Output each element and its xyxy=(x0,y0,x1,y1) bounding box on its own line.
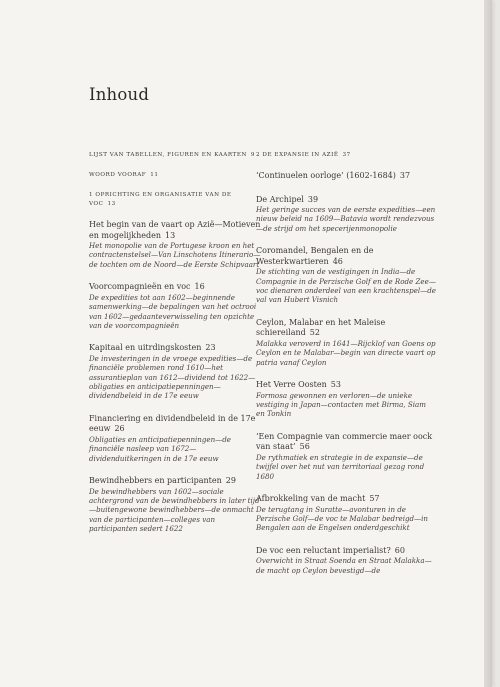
section-title: Het begin van de vaart op Azië—Motieven en mogelijkheden xyxy=(89,220,261,240)
section-description: De investeringen in de vroege expedities—de financiële problemen rond 1610—het assurantieplan van 1612—dividend tot 1622—obligaties en anticipatiepenningen—dividendbeleid in de 17e eeuw xyxy=(89,353,256,401)
toc-section xyxy=(256,246,436,305)
section-description: De rythmatiek en strategie in de expansie—de twijfel over het nut van territoriaal gezag rond 1680 xyxy=(256,452,425,481)
toc-page-number: 13 xyxy=(107,201,116,207)
section-description: Formosa gewonnen en verloren—de unieke vestiging in Japan—contacten met Birma, Siam en Tonkin xyxy=(256,390,426,419)
section-page: 13 xyxy=(165,230,176,240)
toc-section xyxy=(89,476,264,534)
chapter-subtitle xyxy=(256,171,436,182)
toc-entry-label: LIJST VAN TABELLEN, FIGUREN EN KAARTEN xyxy=(89,152,247,158)
section-description: Het monopolie van de Portugese kroon en het contractenstelsel—Van Linschotens Itinerario—de tochten om de Noord—de Eerste Schipvaart xyxy=(89,241,261,269)
toc-section xyxy=(89,220,264,269)
toc-section xyxy=(89,414,264,463)
section-page: 60 xyxy=(394,545,405,555)
chapter-heading-1 xyxy=(89,191,249,209)
section-title: Kapitaal en uitrdingskosten xyxy=(89,343,202,353)
chapter-heading-2 xyxy=(256,151,436,160)
section-page: 46 xyxy=(332,256,343,266)
toc-section xyxy=(256,546,436,575)
toc-page-number: 11 xyxy=(150,172,159,178)
section-title: Bewindhebbers en participanten xyxy=(89,476,222,486)
section-title: Coromandel, Bengalen en de Westerkwartieren xyxy=(256,246,374,266)
section-page: 52 xyxy=(309,328,320,338)
section-description: De bewindhebbers van 1602—sociale achtergrond van de bewindhebbers in later tijd—buitengewone bewindhebbers—de onmacht van de participanten—colleges van participanten sedert 1622 xyxy=(89,486,260,534)
section-title: Afbrokkeling van de macht xyxy=(256,494,366,503)
section-page: 29 xyxy=(225,476,236,486)
section-title: Ceylon, Malabar en het Maleise schiereiland xyxy=(256,317,386,338)
section-title: Financiering en dividendbeleid in de 17e eeuw xyxy=(89,413,256,434)
chapter-label: 2 DE EXPANSIE IN AZIË xyxy=(256,152,339,158)
toc-entry-label: WOORD VOORAF xyxy=(89,172,147,178)
toc-page-number: 9 xyxy=(250,152,256,158)
page-edge xyxy=(484,0,492,687)
subtitle-label: ‘Continuelen oorloge’ (1602-1684) xyxy=(256,171,396,180)
section-page: 16 xyxy=(194,282,205,292)
toc-section xyxy=(256,380,436,419)
section-page: 23 xyxy=(205,343,216,353)
toc-entry-lijst xyxy=(89,151,264,160)
section-page: 56 xyxy=(299,442,310,452)
section-page: 57 xyxy=(369,494,380,503)
toc-entry-woord-vooraf xyxy=(89,171,264,180)
section-description: Malakka veroverd in 1641—Rijcklof van Goens op Ceylon en te Malabar—begin van directe vaart op patria vanaf Ceylon xyxy=(256,338,436,367)
toc-section xyxy=(256,318,436,367)
toc-column-left xyxy=(89,151,264,547)
chapter-label: 1 OPRICHTING EN ORGANISATIE VAN DE VOC xyxy=(89,192,232,207)
section-description: Het geringe succes van de eerste expedities—een nieuw beleid na 1609—Batavia wordt rendezvous—de strijd om het specerijenmonopolie xyxy=(256,205,436,233)
section-title: Het Verre Oosten xyxy=(256,380,327,390)
section-title: De Archipel xyxy=(256,194,304,204)
section-description: De terugtang in Suratte—avonturen in de Perzische Golf—de voc te Malabar bedreigd—in Bengalen aan de Engelsen onderdgeschikt xyxy=(256,504,428,533)
toc-page-number: 37 xyxy=(399,171,411,180)
page-title: Inhoud xyxy=(89,85,150,104)
toc-section xyxy=(89,282,264,330)
section-title: De voc een reluctant imperialist? xyxy=(256,545,391,555)
section-page: 39 xyxy=(307,194,319,204)
section-title: ‘Een Compagnie van commercie maer oock van staat’ xyxy=(256,431,433,452)
section-description: De expedities tot aan 1602—beginnende samenwerking—de bepalingen van het octrooi van 1602—gedaanteverwisseling ten opzichte van de voorcompagnieën xyxy=(89,292,257,330)
toc-column-right xyxy=(256,151,436,588)
section-page: 26 xyxy=(114,424,125,434)
toc-section xyxy=(256,195,436,234)
toc-section xyxy=(89,343,264,401)
toc-section xyxy=(256,432,436,481)
toc-page-number: 37 xyxy=(342,152,351,158)
section-page: 53 xyxy=(330,380,341,390)
toc-section xyxy=(256,494,436,533)
section-description: De stichting van de vestigingen in India—de Compagnie in de Perzische Golf en de Rode Zee—voc dienaren onderdeel van een krachtenspel—de val van Hubert Visnich xyxy=(256,267,436,305)
section-description: Obligaties en anticipatiepenningen—de financiële nasleep van 1672—dividenduitkeringen in de 17e eeuw xyxy=(89,434,231,463)
section-description: Overwicht in Straat Soenda en Straat Malakka—de macht op Ceylon bevestigd—de xyxy=(256,556,432,575)
section-title: Voorcompagnieën en voc xyxy=(89,282,191,292)
